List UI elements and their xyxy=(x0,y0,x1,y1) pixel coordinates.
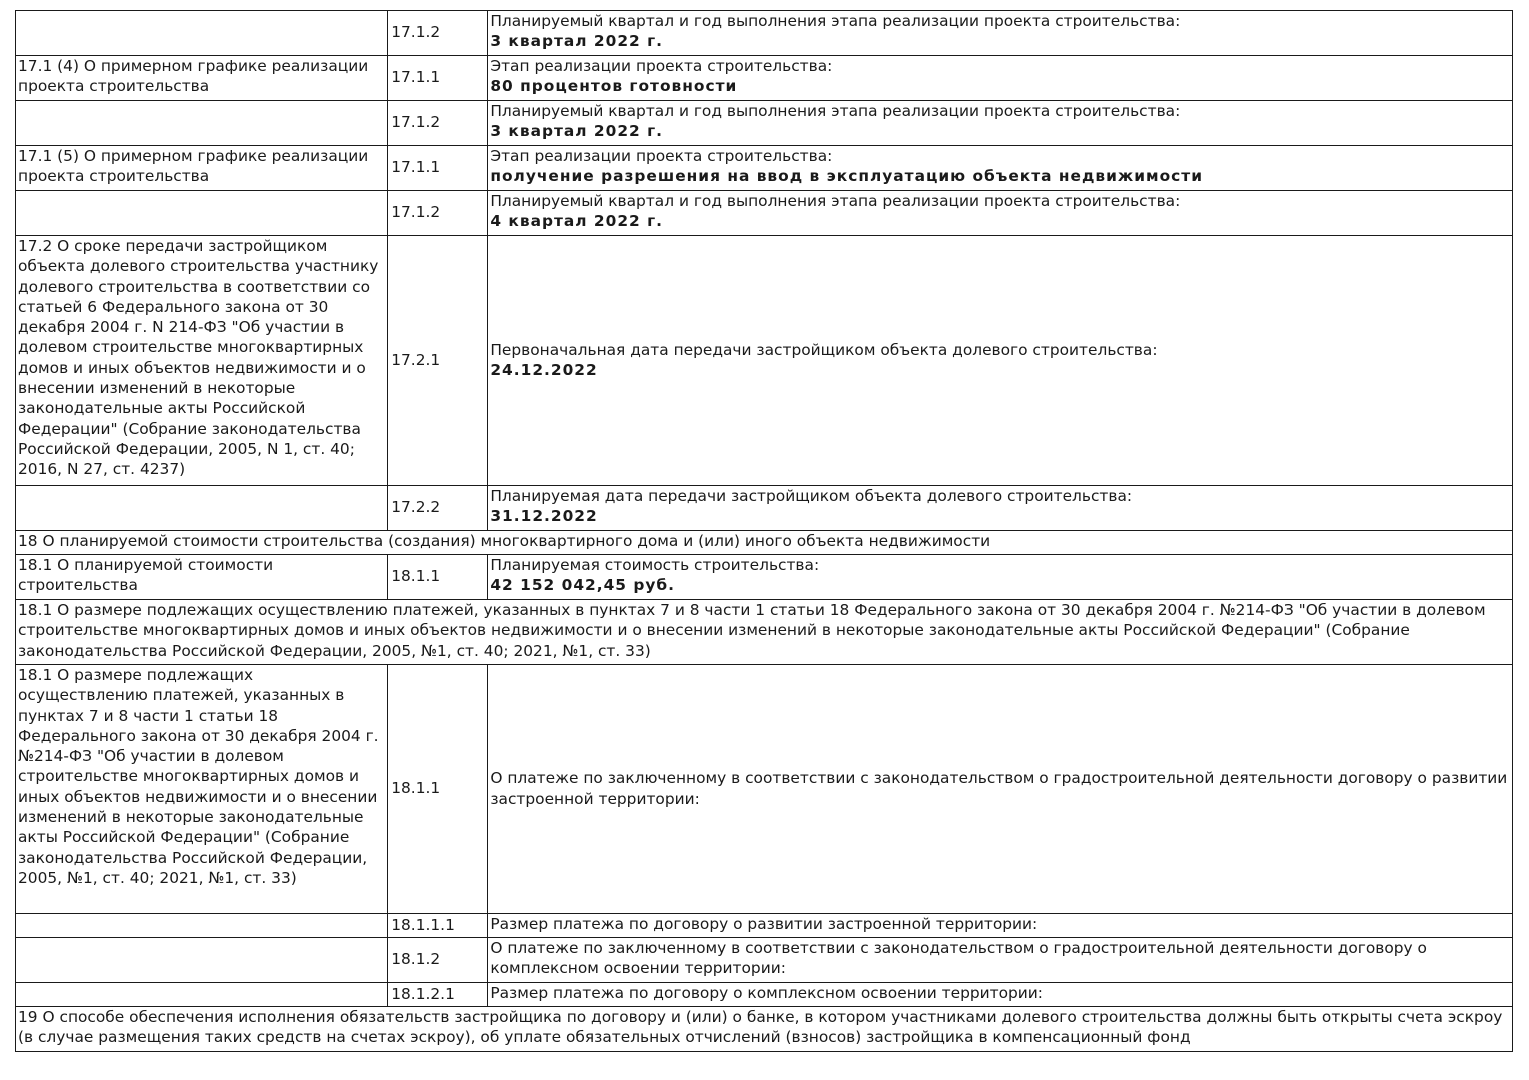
row-number: 18.1.1 xyxy=(388,665,488,914)
row-text: Планируемая дата передачи застройщиком объекта долевого строительства: xyxy=(490,487,1133,505)
section-heading: 18 О планируемой стоимости строительства (создания) многоквартирного дома и (или) иного объекта недвижимости xyxy=(16,531,1513,555)
row-content xyxy=(488,236,1513,486)
row-label: 18.1 О планируемой стоимости строительства xyxy=(16,555,388,600)
section-row xyxy=(16,600,1513,665)
row-text: Этап реализации проекта строительства: xyxy=(490,57,833,75)
row-label xyxy=(16,11,388,56)
row-content xyxy=(488,101,1513,146)
table-row xyxy=(16,665,1513,914)
row-content xyxy=(488,11,1513,56)
row-label: 18.1 О размере подлежащих осуществлению платежей, указанных в пунктах 7 и 8 части 1 статьи 18 Федерального закона от 30 декабря 2004 г. №214-ФЗ "Об участии в долевом строительстве многоквартирных домов и иных объектов недвижимости и о внесении изменений в некоторые законодательные акты Российской Федерации" (Собрание законодательства Российской Федерации, 2005, №1, ст. 40; 2021, №1, ст. 33) xyxy=(16,665,388,914)
row-number: 17.1.1 xyxy=(388,146,488,191)
row-number: 18.1.2 xyxy=(388,938,488,983)
row-label xyxy=(16,191,388,236)
row-number: 17.2.1 xyxy=(388,236,488,486)
row-value: 31.12.2022 xyxy=(490,507,598,526)
row-number: 17.1.1 xyxy=(388,56,488,101)
table-row xyxy=(16,555,1513,600)
row-text: О платеже по заключенному в соответствии с законодательством о градостроительной деятельности договору о развитии застроенной территории: xyxy=(490,769,1508,808)
table-row xyxy=(16,146,1513,191)
table-row xyxy=(16,101,1513,146)
table-row xyxy=(16,486,1513,531)
row-value: 24.12.2022 xyxy=(490,361,598,379)
row-number: 17.1.2 xyxy=(388,101,488,146)
row-value: 42 152 042,45 руб. xyxy=(490,576,675,595)
table-row xyxy=(16,236,1513,486)
row-content xyxy=(488,914,1513,938)
row-content xyxy=(488,555,1513,600)
document-table xyxy=(15,10,1513,1052)
row-content xyxy=(488,191,1513,236)
row-label xyxy=(16,486,388,531)
row-text: Планируемый квартал и год выполнения этапа реализации проекта строительства: xyxy=(490,102,1181,120)
table-row xyxy=(16,11,1513,56)
row-content xyxy=(488,983,1513,1007)
row-text: О платеже по заключенному в соответствии с законодательством о градостроительной деятельности договору о комплексном освоении территории: xyxy=(490,939,1427,978)
row-content xyxy=(488,486,1513,531)
row-text: Планируемая стоимость строительства: xyxy=(490,556,820,574)
row-text: Планируемый квартал и год выполнения этапа реализации проекта строительства: xyxy=(490,192,1181,210)
row-label xyxy=(16,101,388,146)
row-number: 17.1.2 xyxy=(388,11,488,56)
row-value: 80 процентов готовности xyxy=(490,77,738,96)
row-number: 17.2.2 xyxy=(388,486,488,531)
row-text: Размер платежа по договору о комплексном освоении территории: xyxy=(490,984,1043,1002)
row-label: 17.1 (5) О примерном графике реализации проекта строительства xyxy=(16,146,388,191)
table-row xyxy=(16,983,1513,1007)
row-content xyxy=(488,938,1513,983)
row-number: 17.1.2 xyxy=(388,191,488,236)
row-label: 17.2 О сроке передачи застройщиком объекта долевого строительства участнику долевого строительства в соответствии со статьей 6 Федерального закона от 30 декабря 2004 г. N 214-ФЗ "Об участии в долевом строительстве многоквартирных домов и иных объектов недвижимости и о внесении изменений в некоторые законодательные акты Российской Федерации" (Собрание законодательства Российской Федерации, 2005, N 1, ст. 40; 2016, N 27, ст. 4237) xyxy=(16,236,388,486)
table-row xyxy=(16,938,1513,983)
section-heading: 18.1 О размере подлежащих осуществлению платежей, указанных в пунктах 7 и 8 части 1 статьи 18 Федерального закона от 30 декабря 2004 г. №214-ФЗ "Об участии в долевом строительстве многоквартирных домов и иных объектов недвижимости и о внесении изменений в некоторые законодательные акты Российской Федерации" (Собрание законодательства Российской Федерации, 2005, №1, ст. 40; 2021, №1, ст. 33) xyxy=(16,600,1513,665)
row-number: 18.1.1 xyxy=(388,555,488,600)
row-label xyxy=(16,983,388,1007)
row-value: 4 квартал 2022 г. xyxy=(490,212,664,231)
row-content xyxy=(488,146,1513,191)
row-content xyxy=(488,665,1513,914)
row-text: Планируемый квартал и год выполнения этапа реализации проекта строительства: xyxy=(490,12,1181,30)
row-value: получение разрешения на ввод в эксплуатацию объекта недвижимости xyxy=(490,167,1204,186)
row-label xyxy=(16,914,388,938)
row-text: Этап реализации проекта строительства: xyxy=(490,147,833,165)
row-text: Первоначальная дата передачи застройщиком объекта долевого строительства: xyxy=(490,340,1158,359)
section-row xyxy=(16,531,1513,555)
row-number: 18.1.2.1 xyxy=(388,983,488,1007)
row-value: 3 квартал 2022 г. xyxy=(490,32,664,51)
row-label: 17.1 (4) О примерном графике реализации проекта строительства xyxy=(16,56,388,101)
table-row xyxy=(16,56,1513,101)
table-row xyxy=(16,191,1513,236)
row-label xyxy=(16,938,388,983)
section-heading: 19 О способе обеспечения исполнения обязательств застройщика по договору и (или) о банке, в котором участниками долевого строительства должны быть открыты счета эскроу (в случае размещения таких средств на счетах эскроу), об уплате обязательных отчислений (взносов) застройщика в компенсационный фонд xyxy=(16,1007,1513,1052)
row-value: 3 квартал 2022 г. xyxy=(490,122,664,141)
row-number: 18.1.1.1 xyxy=(388,914,488,938)
row-text: Размер платежа по договору о развитии застроенной территории: xyxy=(490,915,1038,933)
row-content xyxy=(488,56,1513,101)
table-row xyxy=(16,914,1513,938)
section-row xyxy=(16,1007,1513,1052)
